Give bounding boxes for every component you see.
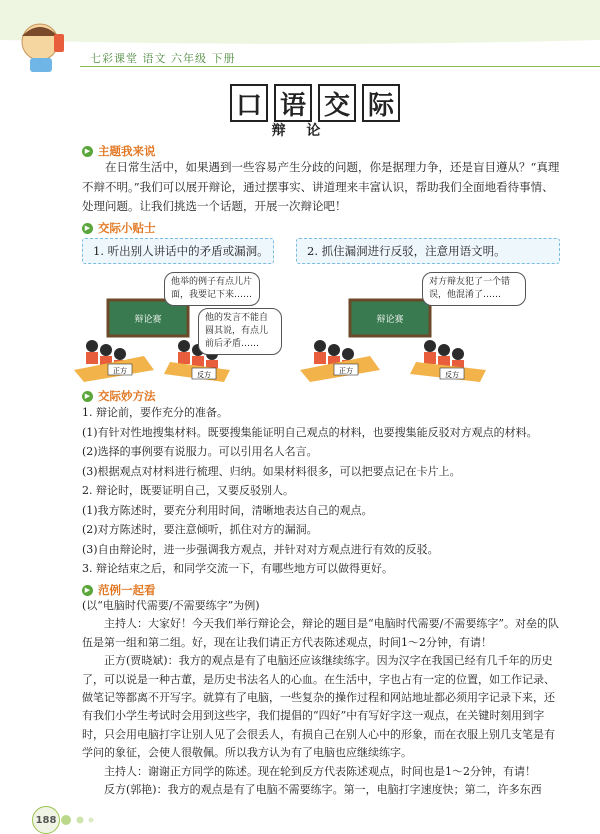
speech-bubble: 对方辩友犯了一个错误，他混淆了…… [422,272,526,306]
section-label: 主题我来说 [98,144,156,158]
method-item: (1)我方陈述时，要充分利用时间，清晰地表达自己的观点。 [82,503,373,517]
section-label: 范例一起看 [98,583,156,597]
board-label: 辩论赛 [134,315,162,325]
play-icon: ▶ [82,585,93,596]
con-side-label: 反方 [197,371,211,379]
section-label: 交际妙方法 [98,389,156,403]
page-subtitle: 辩 论 [271,123,329,139]
method-item: (1)有针对性地搜集材料。既要搜集能证明自己观点的材料，也要搜集能反驳对方观点的材料。 [82,425,538,439]
intro-paragraph: 在日常生活中，如果遇到一些容易产生分歧的问题，你是据理力争，还是盲目遵从？“真理不辩不明。”我们可以展开辩论，通过摆事实、讲道理来丰富认识，帮助我们全面地看待事情、处理问题。让我们挑选一个话题，开展一次辩论吧！ [82,160,560,213]
speech-bubble: 他举的例子有点儿片面，我要记下来…… [164,272,260,306]
debate-illustration [74,270,306,382]
title-char: 交 [318,84,356,122]
section-heading-tips [82,220,156,236]
method-item: 1. 辩论前，要作充分的准备。 [82,406,228,419]
method-item: (3)根据观点对材料进行梳理、归纳。如果材料很多，可以把要点记在卡片上。 [82,464,461,478]
header-divider [80,66,600,67]
header-series: 七彩课堂 语文 六年级 下册 [90,52,236,65]
con-side-label: 反方 [445,371,459,379]
example-topic: (以“电脑时代需要/不需要练字”为例) [82,599,260,612]
play-icon: ▶ [82,223,93,234]
example-body [82,597,562,799]
debate-illustration [300,270,532,382]
tip-box: 2. 抓住漏洞进行反驳，注意用语文明。 [296,238,560,264]
section-heading-example [82,582,156,598]
title-char: 语 [274,84,312,122]
speech-bubble: 他的发言不能自圆其说，有点儿前后矛盾…… [198,308,282,355]
tip-box: 1. 听出别人讲话中的矛盾或漏洞。 [82,238,274,264]
section-label: 交际小贴士 [98,221,156,235]
play-icon: ▶ [82,391,93,402]
example-paragraph: 主持人：大家好！今天我们举行辩论会，辩论的题目是“电脑时代需要/不需要练字”。对垒的队伍是第一组和第二组。好，现在让我们请正方代表陈述观点，时间1～2分钟，有请！ [82,617,559,649]
method-item: (2)对方陈述时，要注意倾听，抓住对方的漏洞。 [82,523,318,536]
methods-list [82,403,562,579]
title-char: 际 [362,84,400,122]
method-item: 2. 辩论时，既要证明自己，又要反驳别人。 [82,484,294,497]
pro-side-label: 正方 [339,367,353,375]
example-paragraph: 反方(郭艳)：我方的观点是有了电脑不需要练字。第一，电脑打字速度快；第二，许多东西 [104,783,542,797]
section-heading-methods [82,388,156,404]
section-heading-topic [82,143,156,159]
board-label: 辩论赛 [376,315,404,325]
page-title [230,84,400,122]
play-icon: ▶ [82,146,93,157]
page-number: 188 [32,806,60,834]
method-item: (2)选择的事例要有说服力。可以引用名人名言。 [82,445,318,458]
example-paragraph: 主持人：谢谢正方同学的陈述。现在轮到反方代表陈述观点，时间也是1～2分钟，有请！ [104,764,536,778]
pro-side-label: 正方 [113,367,127,375]
footer-dots [60,814,100,826]
method-item: (3)自由辩论时，进一步强调我方观点，并针对对方观点进行有效的反驳。 [82,542,439,556]
example-paragraph: 正方(贾晓斌)：我方的观点是有了电脑还应该继续练字。因为汉字在我国已经有几千年的历史了，可以说是一种古董，是历史书法名人的心血。在生活中，字也占有一定的位置，如工作记录、做笔记等都离不开写字。就算有了电脑，一些复杂的操作过程和网站地址都必须用字记录下来，还有我们小学生考试时会用到这些字，我们提倡的“四好”中有写好字这一观点，在关键时刻用到字时，只会用电脑打字让别人见了会很丢人，有损自己在别人心中的形象，而在衣服上别几支笔是有学问的象征，会使人很敬佩。所以我方认为有了电脑也应继续练字。 [82,654,555,760]
title-char: 口 [230,84,268,122]
method-item: 3. 辩论结束之后，和同学交流一下，有哪些地方可以做得更好。 [82,562,393,575]
